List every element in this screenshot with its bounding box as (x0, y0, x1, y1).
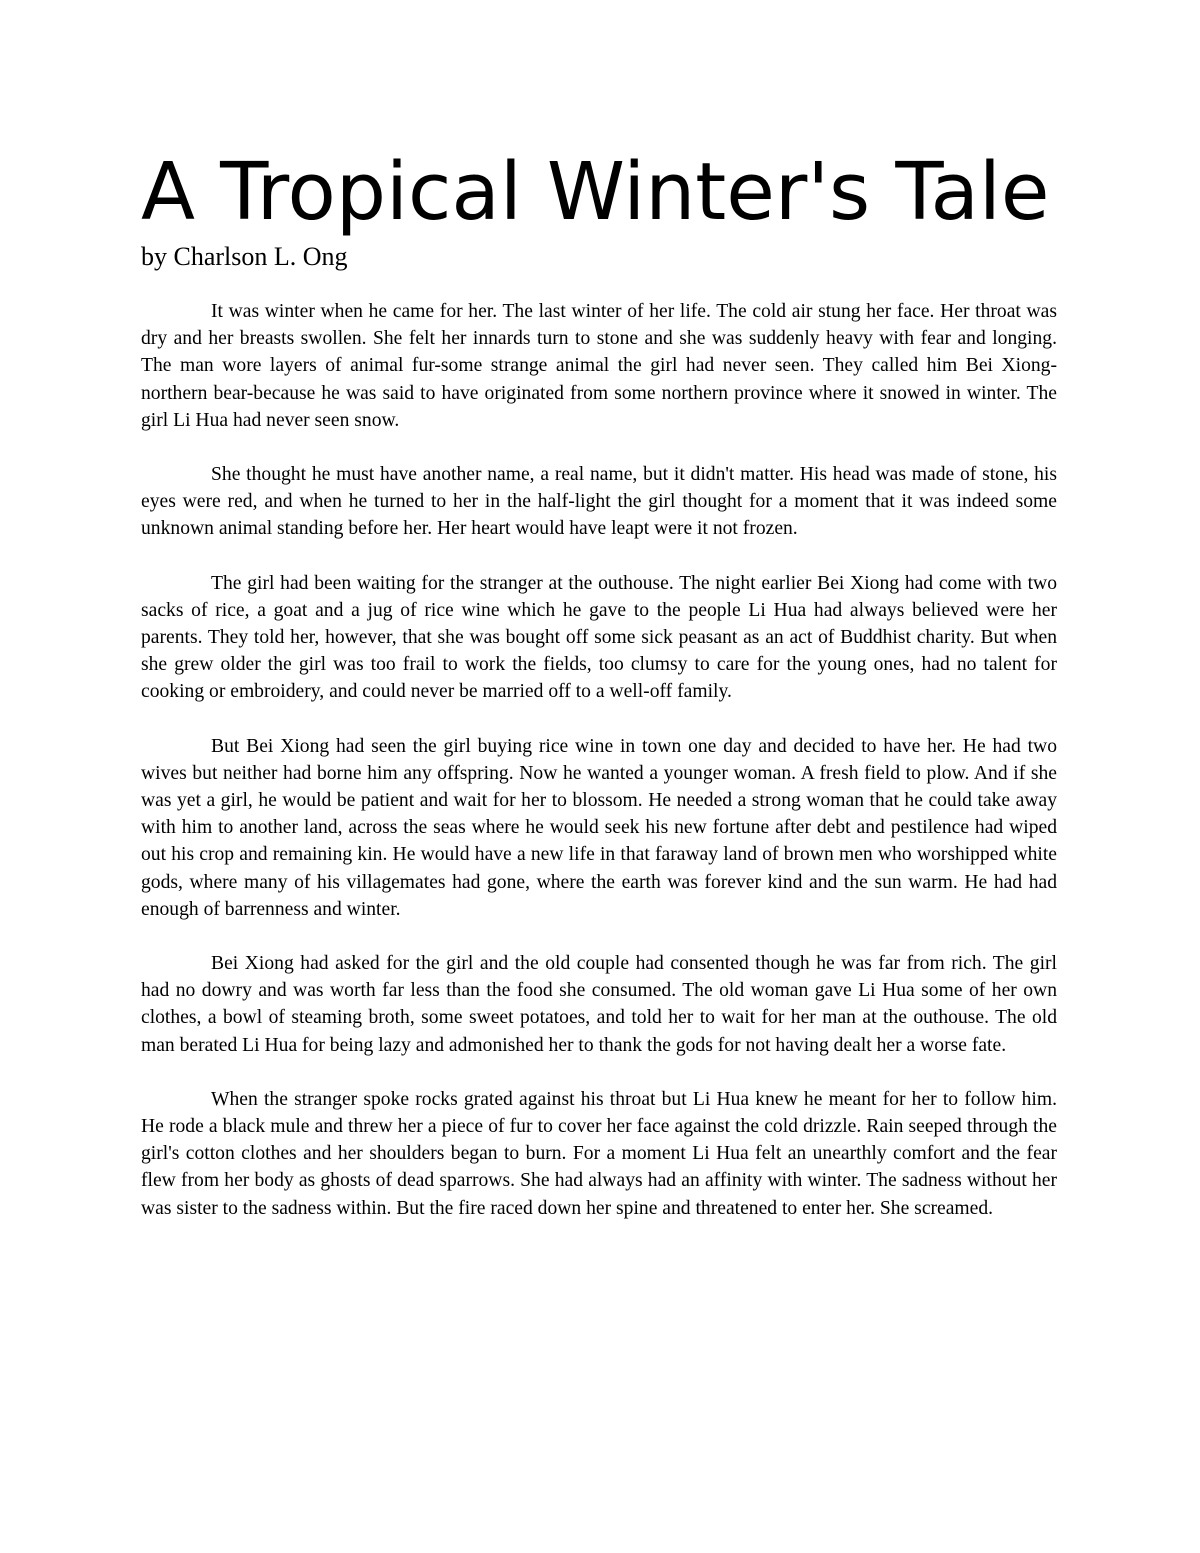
document-title: A Tropical Winter's Tale (141, 146, 1050, 238)
paragraph-6: When the stranger spoke rocks grated against his throat but Li Hua knew he meant for her to follow him. He rode a black mule and threw her a piece of fur to cover her face against the cold drizzle. Rain seeped through the girl's cotton clothes and her shoulders began to burn. For a moment Li Hua felt an unearthly comfort and the fear flew from her body as ghosts of dead sparrows. She had always had an affinity with winter. The sadness without her was sister to the sadness within. But the fire raced down her spine and threatened to enter her. She screamed. (141, 1088, 1057, 1219)
document-body (141, 298, 1057, 1222)
paragraph-5: Bei Xiong had asked for the girl and the old couple had consented though he was far from rich. The girl had no dowry and was worth far less than the food she consumed. The old woman gave Li Hua some of her own clothes, a bowl of steaming broth, some sweet potatoes, and told her to wait for her man at the outhouse. The old man berated Li Hua for being lazy and admonished her to thank the gods for not having dealt her a worse fate. (141, 953, 1057, 1056)
paragraph-1: It was winter when he came for her. The last winter of her life. The cold air stung her face. Her throat was dry and her breasts swollen. She felt her innards turn to stone and she was suddenly heavy with fear and longing. The man wore layers of animal fur-some strange animal the girl had never seen. They called him Bei Xiong-northern bear-because he was said to have originated from some northern province where it snowed in winter. The girl Li Hua had never seen snow. (141, 301, 1057, 431)
paragraph-3: The girl had been waiting for the stranger at the outhouse. The night earlier Bei Xiong had come with two sacks of rice, a goat and a jug of rice wine which he gave to the people Li Hua had always believed were her parents. They told her, however, that she was bought off some sick peasant as an act of Buddhist charity. But when she grew older the girl was too frail to work the fields, too clumsy to care for the young ones, had no talent for cooking or embroidery, and could never be married off to a well-off family. (141, 572, 1057, 703)
document-byline: by Charlson L. Ong (141, 242, 348, 271)
paragraph-2: She thought he must have another name, a real name, but it didn't matter. His head was made of stone, his eyes were red, and when he turned to her in the half-light the girl thought for a moment that it was indeed some unknown animal standing before her. Her heart would have leapt were it not frozen. (141, 464, 1057, 540)
document-content (141, 144, 1057, 1222)
paragraph-4: But Bei Xiong had seen the girl buying rice wine in town one day and decided to have her. He had two wives but neither had borne him any offspring. Now he wanted a younger woman. A fresh field to plow. And if she was yet a girl, he would be patient and wait for her to blossom. He needed a strong woman that he could take away with him to another land, across the seas where he would seek his new fortune after debt and pestilence had wiped out his crop and remaining kin. He would have a new life in that faraway land of brown men who worshipped white gods, where many of his villagemates had gone, where the earth was forever kind and the sun warm. He had had enough of barrenness and winter. (141, 735, 1057, 920)
